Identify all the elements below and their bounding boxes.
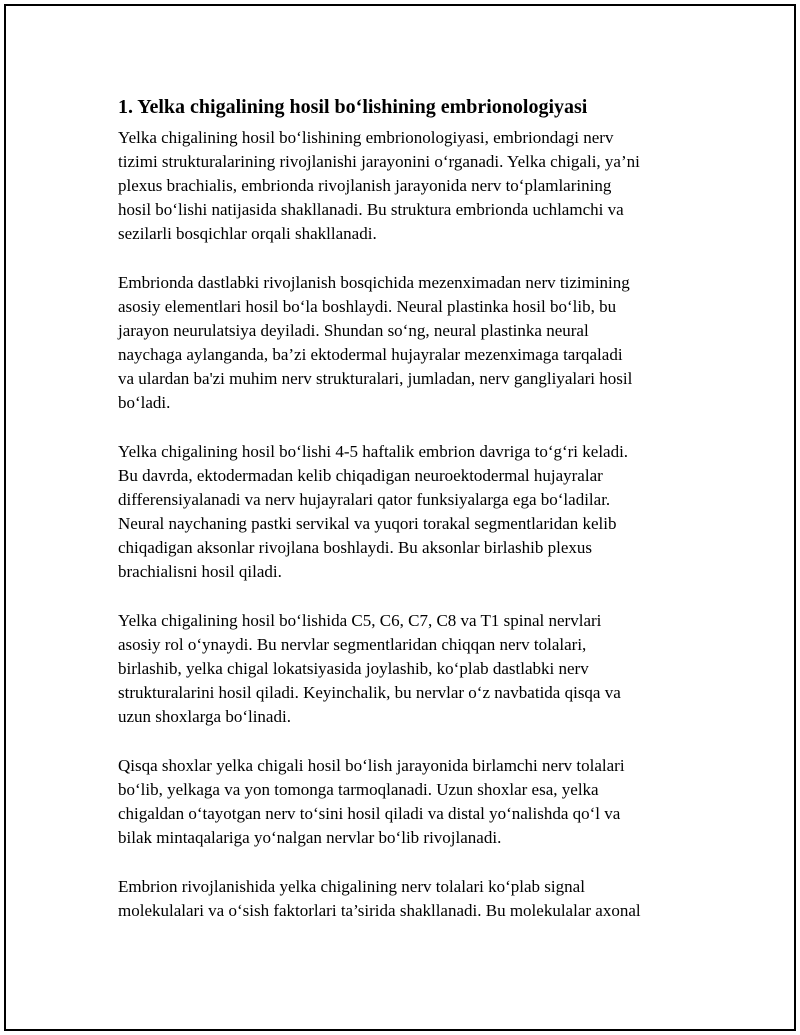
paragraph-line: strukturalarini hosil qiladi. Keyinchalik, bu nervlar o‘z navbatida qisqa va — [118, 683, 621, 702]
paragraph-line: naychaga aylanganda, ba’zi ektodermal hujayralar mezenximaga tarqaladi — [118, 345, 623, 364]
section-heading: 1. Yelka chigalining hosil bo‘lishining embrionologiyasi — [118, 96, 588, 118]
paragraph-line: Yelka chigalining hosil bo‘lishining embrionologiyasi, embriondagi nerv — [118, 128, 614, 147]
paragraph — [118, 875, 690, 923]
paragraph-line: uzun shoxlarga bo‘linadi. — [118, 707, 291, 726]
paragraph-line: bo‘lib, yelkaga va yon tomonga tarmoqlanadi. Uzun shoxlar esa, yelka — [118, 780, 599, 799]
paragraph — [118, 754, 690, 850]
paragraph — [118, 271, 690, 415]
paragraph-line: chiqadigan aksonlar rivojlana boshlaydi. Bu aksonlar birlashib plexus — [118, 538, 593, 557]
paragraph — [118, 440, 690, 584]
document-body — [118, 92, 690, 948]
paragraph-line: Embrionda dastlabki rivojlanish bosqichida mezenximadan nerv tizimining — [118, 273, 630, 292]
paragraph-line: chigaldan o‘tayotgan nerv to‘sini hosil qiladi va distal yo‘nalishda qo‘l va — [118, 804, 621, 823]
paragraph-line: asosiy rol o‘ynaydi. Bu nervlar segmentlaridan chiqqan nerv tolalari, — [118, 635, 587, 654]
paragraph-line: birlashib, yelka chigal lokatsiyasida joylashib, ko‘plab dastlabki nerv — [118, 659, 589, 678]
paragraph-line: tizimi strukturalarining rivojlanishi jarayonini o‘rganadi. Yelka chigali, ya’ni — [118, 152, 640, 171]
paragraph — [118, 609, 690, 729]
paragraphs — [118, 126, 690, 923]
paragraph-line: Bu davrda, ektodermadan kelib chiqadigan neuroektodermal hujayralar — [118, 466, 603, 485]
paragraph-line: va ulardan ba'zi muhim nerv strukturalari, jumladan, nerv gangliyalari hosil — [118, 369, 633, 388]
paragraph-line: asosiy elementlari hosil bo‘la boshlaydi. Neural plastinka hosil bo‘lib, bu — [118, 297, 617, 316]
paragraph-line: hosil bo‘lishi natijasida shakllanadi. Bu struktura embrionda uchlamchi va — [118, 200, 624, 219]
paragraph-line: bo‘ladi. — [118, 393, 171, 412]
paragraph-line: sezilarli bosqichlar orqali shakllanadi. — [118, 224, 377, 243]
paragraph-line: Embrion rivojlanishida yelka chigalining nerv tolalari ko‘plab signal — [118, 877, 585, 896]
paragraph-line: plexus brachialis, embrionda rivojlanish jarayonida nerv to‘plamlarining — [118, 176, 612, 195]
paragraph — [118, 126, 690, 246]
paragraph-line: molekulalari va o‘sish faktorlari ta’sirida shakllanadi. Bu molekulalar axonal — [118, 901, 641, 920]
paragraph-line: Qisqa shoxlar yelka chigali hosil bo‘lish jarayonida birlamchi nerv tolalari — [118, 756, 625, 775]
paragraph-line: differensiyalanadi va nerv hujayralari qator funksiyalarga ega bo‘ladilar. — [118, 490, 611, 509]
paragraph-line: jarayon neurulatsiya deyiladi. Shundan so‘ng, neural plastinka neural — [118, 321, 589, 340]
paragraph-line: Yelka chigalining hosil bo‘lishida C5, C6, C7, C8 va T1 spinal nervlari — [118, 611, 602, 630]
paragraph-line: brachialisni hosil qiladi. — [118, 562, 282, 581]
paragraph-line: Yelka chigalining hosil bo‘lishi 4-5 haftalik embrion davriga to‘g‘ri keladi. — [118, 442, 629, 461]
paragraph-line: Neural naychaning pastki servikal va yuqori torakal segmentlaridan kelib — [118, 514, 617, 533]
paragraph-line: bilak mintaqalariga yo‘nalgan nervlar bo‘lib rivojlanadi. — [118, 828, 502, 847]
